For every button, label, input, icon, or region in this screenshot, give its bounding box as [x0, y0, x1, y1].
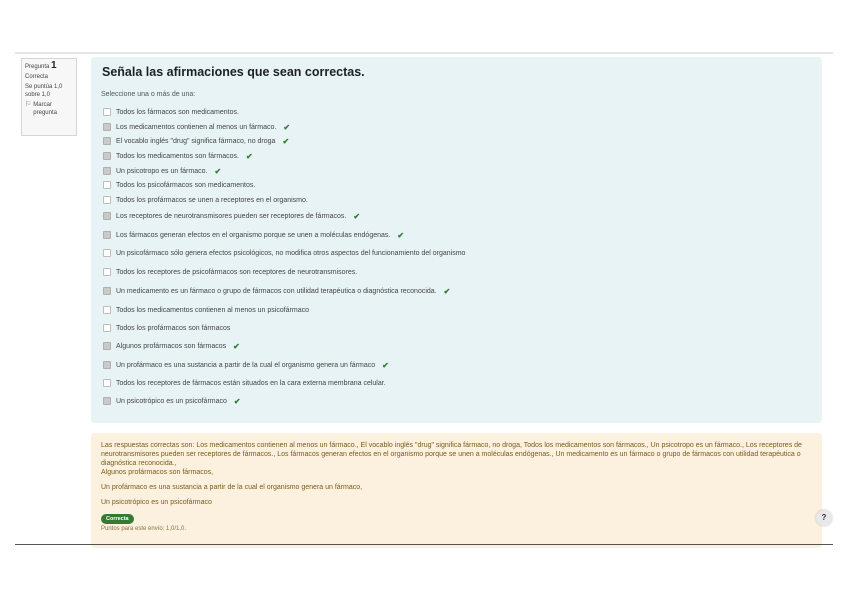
answer-checkbox[interactable] — [103, 167, 111, 175]
answer-prompt: Seleccione una o más de una: — [101, 91, 196, 98]
flag-question-label: Marcar pregunta — [33, 102, 57, 116]
checkmark-icon: ✔ — [397, 230, 405, 240]
answer-option[interactable] — [103, 248, 465, 258]
answer-checkbox[interactable] — [103, 137, 111, 145]
answer-option[interactable] — [103, 151, 253, 161]
answer-checkbox[interactable] — [103, 196, 111, 204]
checkmark-icon: ✔ — [233, 396, 241, 406]
question-grade: Se puntúa 1,0 sobre 1,0 — [25, 84, 63, 98]
bottom-divider — [15, 544, 833, 545]
answer-option-label: Todos los profármacos se unen a receptores en el organismo. — [116, 196, 308, 204]
answer-checkbox[interactable] — [103, 181, 111, 189]
answer-option-label: Todos los psicofármacos son medicamentos. — [116, 181, 256, 189]
answer-option[interactable] — [103, 360, 389, 370]
answer-option[interactable] — [103, 378, 386, 388]
question-formulation — [91, 57, 822, 423]
answer-option-label: Los fármacos generan efectos en el organismo porque se unen a moléculas endógenas. — [116, 231, 391, 239]
answer-option[interactable] — [103, 166, 221, 176]
answer-option[interactable] — [103, 195, 308, 205]
question-text: Señala las afirmaciones que sean correctas. — [102, 65, 365, 79]
answer-checkbox[interactable] — [103, 268, 111, 276]
top-divider — [15, 52, 833, 54]
answer-option[interactable] — [103, 341, 240, 351]
answer-checkbox[interactable] — [103, 324, 111, 332]
answer-option-label: Un psicotropo es un fármaco. — [116, 167, 208, 175]
answer-option-label: Algunos profármacos son fármacos — [116, 342, 227, 350]
right-answer-line-profarmaco: Un profármaco es una sustancia a partir de la cual el organismo genera un fármaco, — [101, 484, 363, 491]
answer-checkbox[interactable] — [103, 361, 111, 369]
answer-option[interactable] — [103, 230, 404, 240]
answer-option-label: El vocablo inglés "drug" significa fármaco, no droga — [116, 137, 276, 145]
right-answer-text: Las respuestas correctas son: Los medicamentos contienen al menos un fármaco., El vocablo inglés "drug" significa fármaco, no droga, Todos los medicamentos son fármacos., Un psicotropo es un fármaco., Los receptores de neurotransmisores pueden ser receptores de fármacos., Los fármacos generan efectos en el organismo porque se unen a moléculas endógenas., Un medicamento es un fármaco o grupo de fármacos con utilidad terapéutica o diagnóstica reconocida., — [101, 442, 802, 467]
right-answer-line-algunos: Algunos profármacos son fármacos, — [101, 469, 214, 476]
answer-option[interactable] — [103, 323, 230, 333]
answer-option[interactable] — [103, 396, 241, 406]
answer-checkbox[interactable] — [103, 108, 111, 116]
answer-option-label: Los receptores de neurotransmisores pueden ser receptores de fármacos. — [116, 212, 347, 220]
feedback-panel — [91, 433, 822, 548]
answer-option-label: Todos los profármacos son fármacos — [116, 324, 231, 332]
answer-option-label: Un medicamento es un fármaco o grupo de fármacos con utilidad terapéutica o diagnóstica reconocida. — [116, 287, 437, 295]
answer-checkbox[interactable] — [103, 287, 111, 295]
checkmark-icon: ✔ — [282, 136, 290, 146]
answer-option-label: Los medicamentos contienen al menos un fármaco. — [116, 123, 277, 131]
marks-text: Puntos para este envío: 1,0/1,0. — [101, 526, 187, 532]
answer-option[interactable] — [103, 122, 290, 132]
correct-badge: Correcta — [101, 514, 134, 524]
answer-checkbox[interactable] — [103, 231, 111, 239]
answer-option-label: Un psicofármaco sólo genera efectos psicológicos, no modifica otros aspectos del funcionamiento del organismo — [116, 249, 466, 257]
answer-option-label: Todos los medicamentos son fármacos. — [116, 152, 239, 160]
answer-checkbox[interactable] — [103, 379, 111, 387]
answer-checkbox[interactable] — [103, 152, 111, 160]
checkmark-icon: ✔ — [382, 360, 389, 370]
answer-option[interactable] — [103, 286, 450, 296]
question-state: Correcta — [25, 74, 49, 80]
checkmark-icon: ✔ — [353, 211, 361, 221]
answer-option[interactable] — [103, 107, 239, 117]
answer-option[interactable] — [103, 267, 357, 277]
answer-checkbox[interactable] — [103, 123, 111, 131]
question-info-panel — [21, 58, 77, 136]
flag-icon: ⚐ — [25, 101, 32, 108]
flag-question-link[interactable] — [25, 101, 73, 117]
answer-option[interactable] — [103, 136, 289, 146]
checkmark-icon: ✔ — [283, 122, 291, 132]
answer-checkbox[interactable] — [103, 212, 111, 220]
answer-checkbox[interactable] — [103, 397, 111, 405]
answer-option[interactable] — [103, 305, 309, 315]
question-number: Pregunta 1 — [25, 60, 57, 71]
answer-checkbox[interactable] — [103, 306, 111, 314]
answer-option-label: Un profármaco es una sustancia a partir de la cual el organismo genera un fármaco — [116, 361, 376, 369]
answer-option-label: Todos los medicamentos contienen al menos un psicofármaco — [116, 306, 309, 314]
answer-checkbox[interactable] — [103, 342, 111, 350]
checkmark-icon: ✔ — [233, 341, 240, 351]
answer-option-label: Todos los receptores de psicofármacos son receptores de neurotransmisores. — [116, 268, 358, 276]
answer-option-label: Todos los receptores de fármacos están situados en la cara externa membrana celular. — [116, 379, 386, 387]
answer-option[interactable] — [103, 180, 255, 190]
answer-option-label: Todos los fármacos son medicamentos. — [116, 108, 239, 116]
answer-option-label: Un psicotrópico es un psicofármaco — [116, 397, 227, 405]
checkmark-icon: ✔ — [245, 151, 253, 161]
checkmark-icon: ✔ — [214, 166, 222, 176]
checkmark-icon: ✔ — [443, 286, 451, 296]
answer-option[interactable] — [103, 211, 360, 221]
answer-checkbox[interactable] — [103, 249, 111, 257]
right-answer-line-psicotropico: Un psicotrópico es un psicofármaco — [101, 499, 212, 506]
help-button[interactable]: ? — [816, 510, 832, 526]
